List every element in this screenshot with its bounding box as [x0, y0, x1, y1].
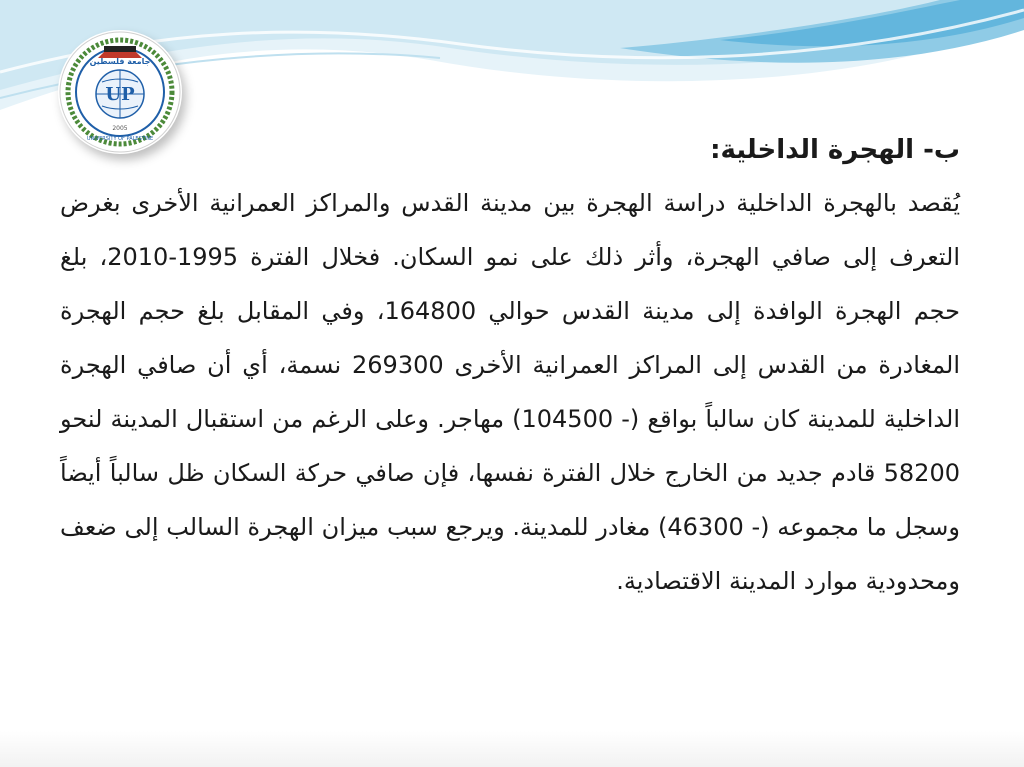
section-heading: ب- الهجرة الداخلية: [710, 135, 960, 165]
logo-year: 2005 [112, 125, 128, 132]
logo-english-name: UNIVERSITY OF PALESTINE [86, 136, 154, 142]
body-paragraph: يُقصد بالهجرة الداخلية دراسة الهجرة بين مدينة القدس والمراكز العمرانية الأخرى بغرض التعرف إلى صافي الهجرة، وأثر ذلك على نمو السكان. فخلال الفترة 1995-2010، بلغ حجم الهجرة الوافدة إلى مدينة القدس حوالي 164800، وفي المقابل بلغ حجم الهجرة المغادرة من القدس إلى المراكز العمرانية الأخرى 269300 نسمة، أي أن صافي الهجرة الداخلية للمدينة كان سالباً بواقع (- 104500) مهاجر. وعلى الرغم من استقبال المدينة لنحو 58200 قادم جديد من الخارج خلال الفترة نفسها، فإن صافي حركة السكان ظل سالباً أيضاً وسجل ما مجموعه (- 46300) مغادر للمدينة. ويرجع سبب ميزان الهجرة السالب إلى ضعف ومحدودية موارد المدينة الاقتصادية. [60, 189, 960, 595]
bottom-fade-decoration [0, 731, 1024, 767]
content-block [60, 132, 960, 608]
logo-initials: UP [105, 84, 135, 105]
logo-arabic-name: جامعة فلسطين [89, 57, 151, 66]
